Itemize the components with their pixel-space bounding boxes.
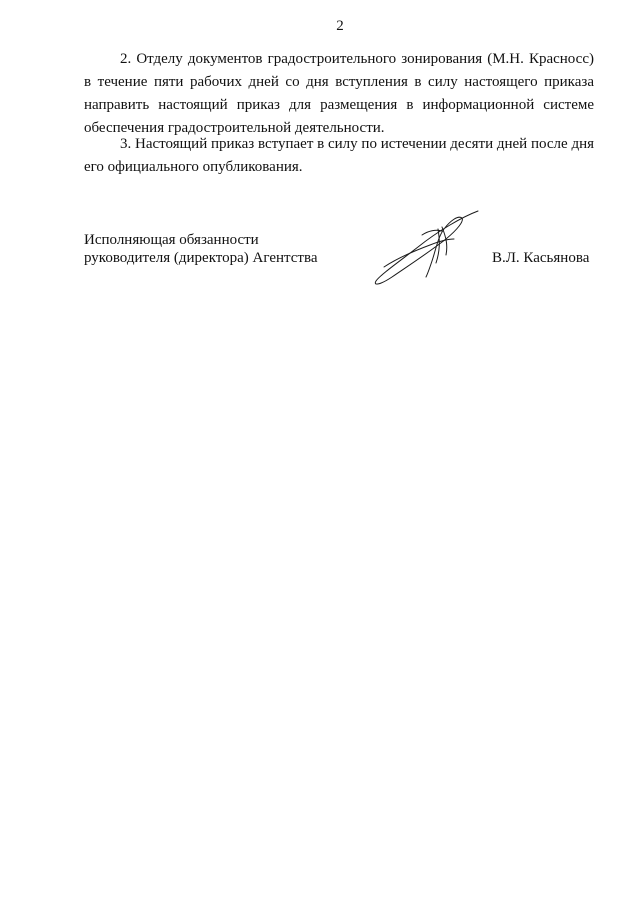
paragraph-2 <box>84 48 594 140</box>
paragraph-line: направить настоящий приказ для размещения в информационной системе <box>84 97 594 113</box>
paragraph-line: обеспечения градостроительной деятельности. <box>84 120 385 136</box>
page-number: 2 <box>336 18 344 34</box>
paragraph-line: в течение пяти рабочих дней со дня вступления в силу настоящего приказа <box>84 74 594 90</box>
paragraph-line: 3. Настоящий приказ вступает в силу по истечении десяти дней после дня <box>120 136 594 152</box>
handwritten-signature <box>366 205 486 290</box>
paragraph-3 <box>84 133 594 179</box>
paragraph-line: его официального опубликования. <box>84 159 303 175</box>
signer-name: В.Л. Касьянова <box>492 250 590 266</box>
signer-position-line: Исполняющая обязанности <box>84 232 259 248</box>
signer-position <box>84 231 318 267</box>
signer-position-line: руководителя (директора) Агентства <box>84 250 318 266</box>
paragraph-line: 2. Отделу документов градостроительного зонирования (М.Н. Красносс) <box>120 51 594 67</box>
